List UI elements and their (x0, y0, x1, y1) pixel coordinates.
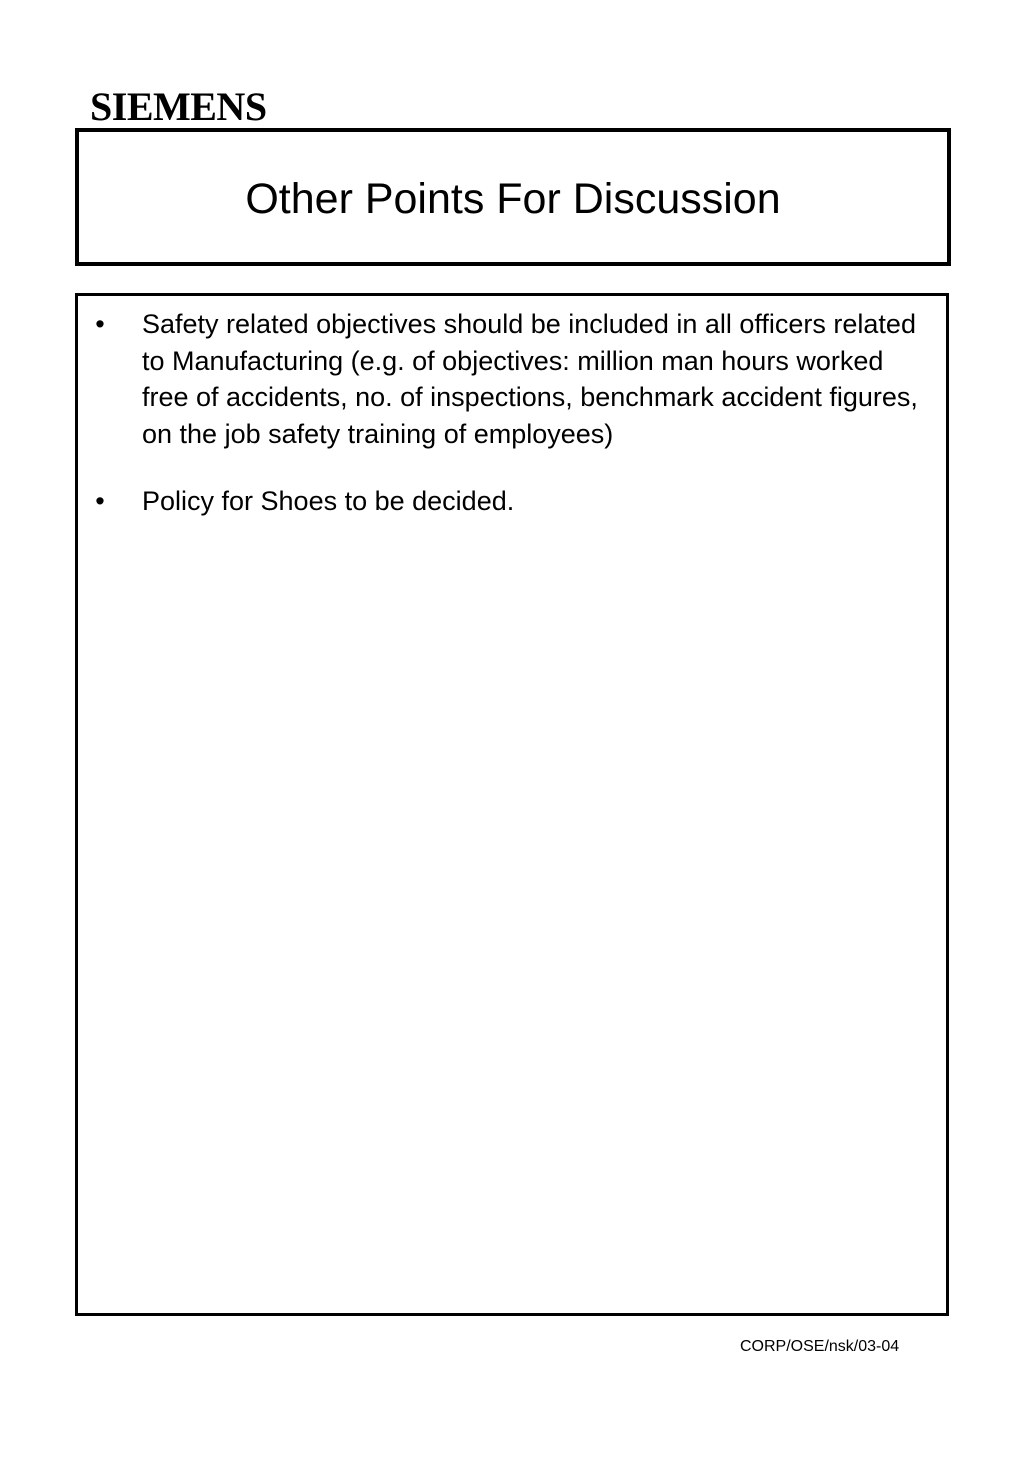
bullet-text: Policy for Shoes to be decided. (142, 486, 515, 516)
page-title: Other Points For Discussion (245, 174, 781, 223)
bullet-icon: • (95, 309, 105, 339)
siemens-logo: SIEMENS (90, 84, 267, 129)
title-box (75, 128, 951, 266)
list-item (78, 306, 946, 452)
bullet-text: Safety related objectives should be included in all officers related to Manufacturing (e.g. of objectives: million man hours worked free of accidents, no. of inspections, benchmark accident figures, on the job safety training of employees) (142, 309, 918, 449)
document-reference: CORP/OSE/nsk/03-04 (740, 1338, 900, 1355)
list-item (78, 483, 946, 520)
bullet-icon: • (95, 486, 105, 516)
content-box (75, 293, 949, 1316)
bullet-list (78, 306, 946, 551)
